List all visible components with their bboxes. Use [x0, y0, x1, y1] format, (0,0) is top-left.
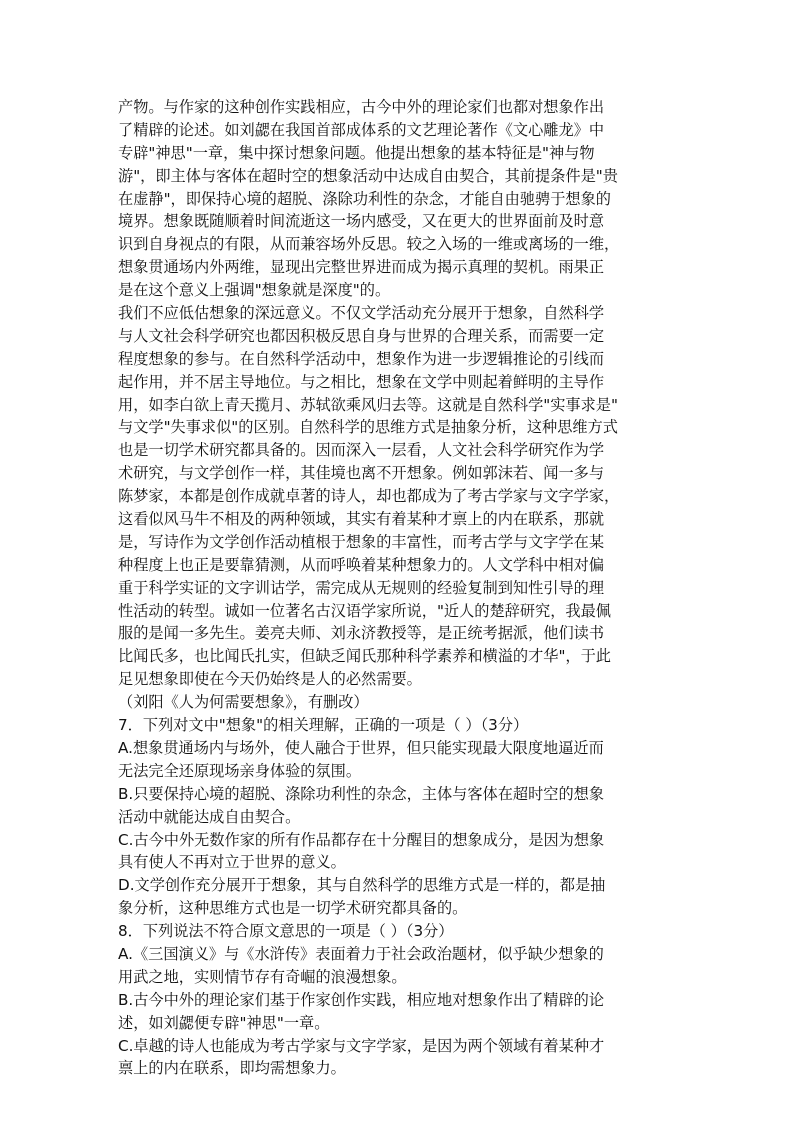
text-line: 陈梦家，本都是创作成就卓著的诗人，却也都成为了考古学家与文字学家，: [118, 487, 620, 506]
text-line: 在虚静"，即保持心境的超脱、涤除功利性的杂念，才能自由驰骋于想象的: [118, 189, 611, 208]
text-line: 用，如李白欲上青天揽月、苏轼欲乘风归去等。这就是自然科学"实事求是": [118, 395, 618, 414]
option-d: D.文学创作充分展开于想象，其与自然科学的思维方式是一样的，都是抽: [118, 876, 606, 895]
text-line: 游"，即主体与客体在超时空的想象活动中达成自由契合，其前提条件是"贵: [118, 166, 618, 185]
question-stem: 8．下列说法不符合原文意思的一项是（ ）（3分）: [118, 922, 454, 941]
option-a-continued: 用武之地，实则情节存有奇崛的浪漫想象。: [118, 967, 407, 986]
question-stem: 7．下列对文中"想象"的相关理解，正确的一项是（ ）（3分）: [118, 716, 529, 735]
option-c: C.古今中外无数作家的所有作品都存在十分醒目的想象成分，是因为想象: [118, 830, 605, 849]
text-line: 与文学"失事求似"的区别。自然科学的思维方式是抽象分析，这种思维方式: [118, 418, 618, 437]
option-a: A.想象贯通场内与场外，使人融合于世界，但只能实现最大限度地逼近而: [118, 738, 604, 757]
text-line: 重于科学实证的文字训诂学，需完成从无规则的经验复制到知性引导的理: [118, 578, 604, 597]
document-page: [118, 96, 676, 1080]
question-7: [118, 714, 676, 920]
text-line: 种程度上也正是要靠猜测，从而呼唤着某种想象力的。人文学科中相对偏: [118, 555, 604, 574]
text-line: 境界。想象既随顺着时间流逝这一场内感受，又在更大的世界面前及时意: [118, 212, 604, 231]
text-line: 想象贯通场内外两维，显现出完整世界进而成为揭示真理的契机。雨果正: [118, 258, 604, 277]
text-line: 性活动的转型。诚如一位著名古汉语学家所说，"近人的楚辞研究，我最佩: [118, 601, 611, 620]
text-line: 是在这个意义上强调"想象就是深度"的。: [118, 281, 391, 300]
option-c-continued: 具有使人不再对立于世界的意义。: [118, 853, 346, 872]
text-line: 我们不应低估想象的深远意义。不仅文学活动充分展开于想象，自然科学: [118, 304, 604, 323]
option-a-continued: 无法完全还原现场亲身体验的氛围。: [118, 761, 361, 780]
text-line: 识到自身视点的有限，从而兼容场外反思。较之入场的一维或离场的一维，: [118, 235, 620, 254]
option-d-continued: 象分析，这种思维方式也是一切学术研究都具备的。: [118, 899, 468, 918]
option-b-continued: 述，如刘勰便专辟"神思"一章。: [118, 1013, 330, 1032]
text-line: 是，写诗作为文学创作活动植根于想象的丰富性，而考古学与文字学在某: [118, 532, 604, 551]
option-c-continued: 禀上的内在联系，即均需想象力。: [118, 1059, 346, 1078]
text-line: 足见想象即使在今天仍始终是人的必然需要。: [118, 670, 422, 689]
paragraph-2: [118, 302, 676, 691]
text-line: 起作用，并不居主导地位。与之相比，想象在文学中则起着鲜明的主导作: [118, 372, 604, 391]
text-line: 服的是闻一多先生。姜亮夫师、刘永济教授等，是正统考据派，他们读书: [118, 624, 604, 643]
source-citation: （刘阳《人为何需要想象》，有删改）: [118, 693, 369, 712]
option-c: C.卓越的诗人也能成为考古学家与文字学家，是因为两个领域有着某种才: [118, 1036, 605, 1055]
text-line: 比闻氏多，也比闻氏扎实，但缺乏闻氏那种科学素养和横溢的才华"，于此: [118, 647, 611, 666]
paragraph-1: [118, 96, 676, 302]
question-8: [118, 920, 676, 1080]
text-line: 专辟"神思"一章，集中探讨想象问题。他提出想象的基本特征是"神与物: [118, 143, 595, 162]
text-line: 产物。与作家的这种创作实践相应，古今中外的理论家们也都对想象作出: [118, 98, 604, 116]
text-line: 术研究，与文学创作一样，其佳境也离不开想象。例如郭沫若、闻一多与: [118, 464, 604, 483]
text-line: 了精辟的论述。如刘勰在我国首部成体系的文艺理论著作《文心雕龙》中: [118, 120, 604, 139]
text-line: 也是一切学术研究都具备的。因而深入一层看，人文社会科学研究作为学: [118, 441, 604, 460]
option-b: B.古今中外的理论家们基于作家创作实践，相应地对想象作出了精辟的论: [118, 990, 605, 1009]
option-b-continued: 活动中就能达成自由契合。: [118, 807, 301, 826]
text-line: 程度想象的参与。在自然科学活动中，想象作为进一步逻辑推论的引线而: [118, 349, 604, 368]
text-line: 这看似风马牛不相及的两种领域，其实有着某种才禀上的内在联系，那就: [118, 510, 604, 529]
option-b: B.只要保持心境的超脱、涤除功利性的杂念，主体与客体在超时空的想象: [118, 784, 605, 803]
option-a: A.《三国演义》与《水浒传》表面着力于社会政治题材，似乎缺少想象的: [118, 944, 604, 963]
text-line: 与人文社会科学研究也都因积极反思自身与世界的合理关系，而需要一定: [118, 326, 604, 345]
